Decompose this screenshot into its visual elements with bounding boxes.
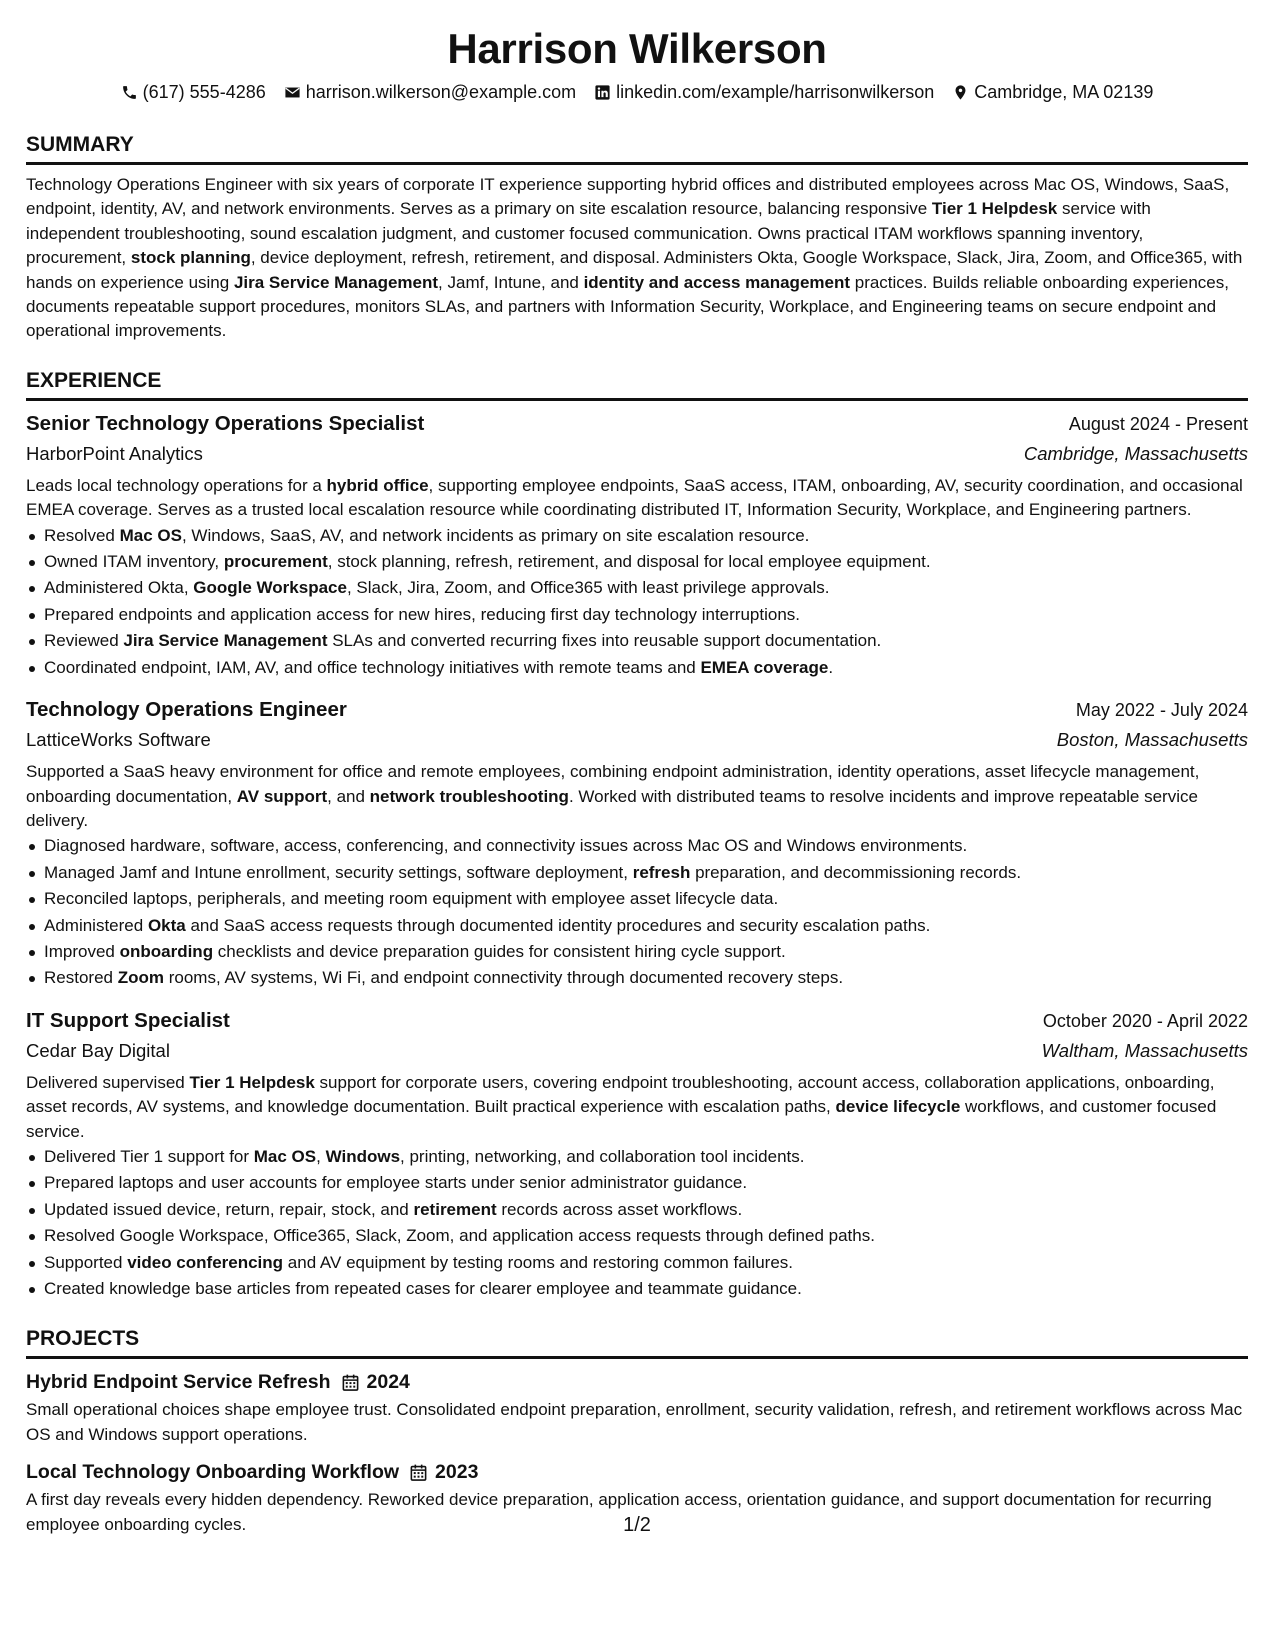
job-company: LatticeWorks Software	[26, 729, 211, 751]
contact-email[interactable]	[284, 80, 576, 104]
job-summary: Supported a SaaS heavy environment for office and remote employees, combining endpoint administration, identity operations, asset lifecycle management, onboarding documentation, AV support, and network troubleshooting. Worked with distributed teams to resolve incidents and improve repeatable service delivery.	[26, 762, 1200, 830]
bullet-item: Managed Jamf and Intune enrollment, security settings, software deployment, refresh preparation, and decommissioning records.	[44, 860, 1248, 886]
project-description: A first day reveals every hidden dependency. Reworked device preparation, application access, orientation guidance, and support documentation for recurring employee onboarding cycles.	[26, 1490, 1212, 1534]
contact-linkedin[interactable]	[594, 80, 934, 104]
project-description: Small operational choices shape employee trust. Consolidated endpoint preparation, enrollment, security validation, refresh, and retirement workflows across Mac OS and Windows support operations.	[26, 1400, 1243, 1444]
bullet-item: Reconciled laptops, peripherals, and meeting room equipment with employee asset lifecycle data.	[44, 886, 1248, 912]
job-bullets	[26, 1144, 1248, 1302]
location-pin-icon	[952, 84, 969, 101]
bullet-item: Diagnosed hardware, software, access, conferencing, and connectivity issues across Mac OS and Windows environments.	[44, 833, 1248, 859]
bullet-item: Resolved Google Workspace, Office365, Slack, Zoom, and application access requests through defined paths.	[44, 1223, 1248, 1249]
projects-section	[26, 1326, 1248, 1537]
calendar-icon	[409, 1463, 428, 1482]
section-heading: SUMMARY	[26, 132, 1248, 165]
project-name: Hybrid Endpoint Service Refresh	[26, 1371, 331, 1394]
email-address[interactable]: harrison.wilkerson@example.com	[305, 82, 577, 102]
job-summary: Delivered supervised Tier 1 Helpdesk support for corporate users, covering endpoint troubleshooting, account access, collaboration applications, onboarding, asset records, AV systems, and knowledge documentation. Built practical experience with escalation paths, device lifecycle workflows, and customer focused service.	[26, 1072, 1217, 1141]
section-heading: EXPERIENCE	[26, 368, 1248, 401]
contact-bar	[26, 80, 1248, 104]
linkedin-url[interactable]: linkedin.com/example/harrisonwilkerson	[616, 82, 935, 102]
bullet-item: Restored Zoom rooms, AV systems, Wi Fi, and endpoint connectivity through documented recovery steps.	[44, 965, 1248, 991]
job-company: HarborPoint Analytics	[26, 442, 203, 464]
project-year: 2024	[366, 1371, 410, 1394]
email-icon	[284, 84, 301, 101]
summary-section	[26, 132, 1248, 344]
job-entry	[26, 409, 1248, 681]
bullet-item: Prepared endpoints and application access for new hires, reducing first day technology interruptions.	[44, 602, 1248, 628]
phone-number: (617) 555-4286	[142, 82, 266, 102]
bullet-item: Administered Okta, Google Workspace, Slack, Jira, Zoom, and Office365 with least privilege approvals.	[44, 575, 1248, 601]
phone-icon	[121, 84, 138, 101]
job-title: Senior Technology Operations Specialist	[26, 411, 425, 435]
candidate-name: Harrison Wilkerson	[447, 25, 827, 72]
project-entry	[26, 1368, 1248, 1447]
bullet-item: Owned ITAM inventory, procurement, stock planning, refresh, retirement, and disposal for local employee equipment.	[44, 549, 1248, 575]
job-location: Waltham, Massachusetts	[1041, 1039, 1248, 1061]
location-text: Cambridge, MA 02139	[974, 82, 1154, 102]
job-company: Cedar Bay Digital	[26, 1039, 170, 1061]
resume-page	[26, 0, 1248, 1650]
project-name: Local Technology Onboarding Workflow	[26, 1461, 400, 1484]
bullet-item: Supported video conferencing and AV equipment by testing rooms and restoring common failures.	[44, 1250, 1248, 1276]
summary-text: Technology Operations Engineer with six years of corporate IT experience supporting hybrid offices and distributed employees across Mac OS, Windows, SaaS, endpoint, identity, AV, and network environments. Serves as a primary on site escalation resource, balancing responsive Tier 1 Helpdesk service with independent troubleshooting, sound escalation judgment, and customer focused communication. Owns practical ITAM workflows spanning inventory, procurement, stock planning, device deployment, refresh, retirement, and disposal. Administers Okta, Google Workspace, Slack, Jira, Zoom, and Office365, with hands on experience using Jira Service Management, Jamf, Intune, and identity and access management practices. Builds reliable onboarding experiences, documents repeatable support procedures, monitors SLAs, and partners with Information Security, Workplace, and Engineering teams on secure endpoint and operational improvements.	[26, 175, 1243, 341]
bullet-item: Delivered Tier 1 support for Mac OS, Windows, printing, networking, and collaboration tool incidents.	[44, 1144, 1248, 1170]
job-title: IT Support Specialist	[26, 1008, 230, 1032]
job-dates: August 2024 - Present	[1068, 413, 1248, 434]
bullet-item: Improved onboarding checklists and device preparation guides for consistent hiring cycle support.	[44, 939, 1248, 965]
job-bullets	[26, 833, 1248, 991]
project-year: 2023	[435, 1461, 479, 1484]
bullet-item: Created knowledge base articles from repeated cases for clearer employee and teammate guidance.	[44, 1276, 1248, 1302]
bullet-item: Resolved Mac OS, Windows, SaaS, AV, and network incidents as primary on site escalation resource.	[44, 523, 1248, 549]
bullet-item: Reviewed Jira Service Management SLAs and converted recurring fixes into reusable support documentation.	[44, 628, 1248, 654]
job-entry	[26, 695, 1248, 992]
job-title: Technology Operations Engineer	[26, 698, 347, 722]
job-dates: October 2020 - April 2022	[1042, 1010, 1248, 1031]
job-location: Boston, Massachusetts	[1056, 729, 1248, 751]
project-year-group	[409, 1458, 478, 1486]
bullet-item: Coordinated endpoint, IAM, AV, and office technology initiatives with remote teams and EMEA coverage.	[44, 655, 1248, 681]
linkedin-icon	[594, 84, 611, 101]
job-summary: Leads local technology operations for a hybrid office, supporting employee endpoints, SaaS access, ITAM, onboarding, AV, security coordination, and occasional EMEA coverage. Serves as a trusted local escalation resource while coordinating distributed IT, Information Security, Workplace, and Engineering partners.	[26, 475, 1243, 520]
experience-section	[26, 368, 1248, 1303]
section-heading: PROJECTS	[26, 1326, 1248, 1359]
job-bullets	[26, 523, 1248, 681]
job-dates: May 2022 - July 2024	[1075, 700, 1248, 721]
contact-phone	[121, 80, 266, 104]
job-entry	[26, 1006, 1248, 1303]
page-number: 1/2	[623, 1514, 651, 1536]
project-year-group	[341, 1368, 410, 1396]
contact-location	[952, 80, 1153, 104]
bullet-item: Updated issued device, return, repair, stock, and retirement records across asset workflows.	[44, 1197, 1248, 1223]
job-location: Cambridge, Massachusetts	[1023, 442, 1248, 464]
calendar-icon	[341, 1373, 360, 1392]
bullet-item: Prepared laptops and user accounts for employee starts under senior administrator guidance.	[44, 1170, 1248, 1196]
bullet-item: Administered Okta and SaaS access requests through documented identity procedures and security escalation paths.	[44, 913, 1248, 939]
